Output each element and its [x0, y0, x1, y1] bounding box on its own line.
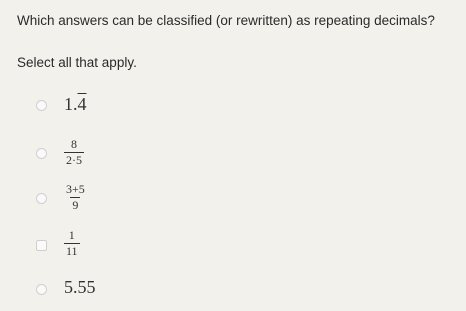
option-4-numerator: 1	[68, 228, 75, 242]
option-3-numerator: 3+5	[66, 182, 85, 196]
option-4-fraction	[64, 229, 80, 257]
option-1[interactable]	[0, 92, 300, 118]
option-1-value	[64, 94, 87, 115]
option-2-numerator: 8	[71, 137, 77, 151]
option-2[interactable]	[0, 138, 300, 172]
option-2-fraction	[64, 138, 84, 166]
option-3-radio[interactable]	[36, 193, 47, 204]
option-4-radio[interactable]	[36, 240, 47, 251]
option-2-denominator: 2·5	[66, 152, 82, 167]
question-text: Which answers can be classified (or rewritten) as repeating decimals?	[17, 13, 435, 28]
option-3-fraction	[64, 183, 87, 211]
option-5-radio[interactable]	[36, 284, 47, 295]
instruction-text: Select all that apply.	[17, 55, 137, 70]
option-1-radio[interactable]	[36, 100, 47, 111]
option-3[interactable]	[0, 183, 300, 217]
option-4[interactable]	[0, 229, 300, 263]
option-4-denominator: 11	[66, 243, 78, 258]
option-5-value: 5.55	[64, 277, 96, 297]
option-3-denominator: 9	[72, 197, 79, 212]
option-1-repeat-digit: 4	[77, 94, 87, 114]
option-1-whole: 1.	[64, 94, 78, 114]
option-2-radio[interactable]	[36, 148, 47, 159]
option-5[interactable]	[0, 276, 300, 302]
